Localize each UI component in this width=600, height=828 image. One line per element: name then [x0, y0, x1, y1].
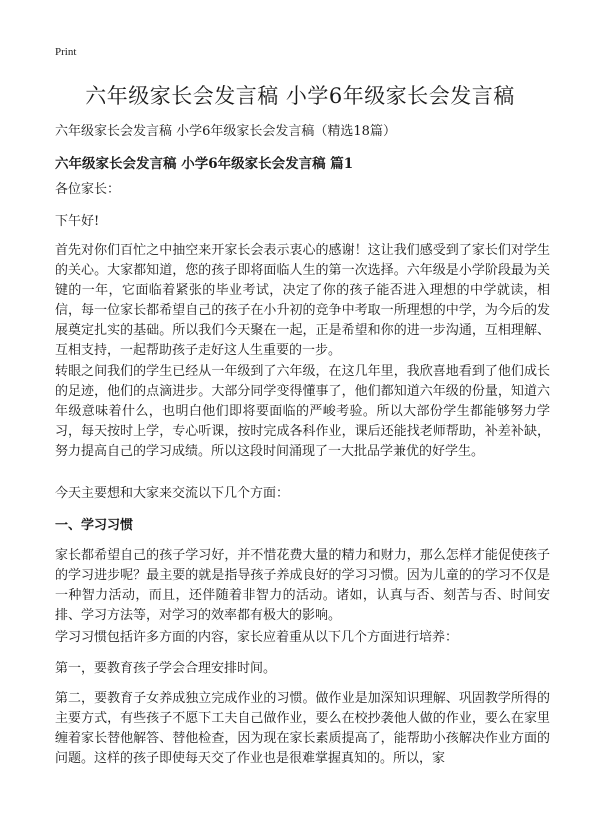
paragraph-2: 转眼之间我们的学生已经从一年级到了六年级，在这几年里，我欣喜地看到了他们成长的足迹，他们的点滴进步。大部分同学变得懂事了，他们都知道六年级的份量，知道六年级意味着什么，也明白他们即将要面临的严峻考验。所以大部份学生都能够努力学习，每天按时上学，专心听课，按时完成各科作业，课后还能找老师帮助，补差补缺，努力提高自己的学习成绩。所以这段时间涌现了一大批品学兼优的好学生。 [55, 364, 550, 459]
paragraph-6: 第一，要教育孩子学会合理安排时间。 [55, 661, 277, 676]
heading-habit: 一、学习习惯 [55, 518, 134, 533]
paragraph-4: 家长都希望自己的孩子学习好，并不惜花费大量的精力和财力，那么怎样才能促使孩子的学习进步呢？最主要的就是指导孩子养成良好的学习习惯。因为儿童的的学习不仅是一种智力活动，而且，还伴随着非智力的活动。诸如，认真与否、刻苦与否、时间安排、学习方法等，对学习的效率都有极大的影响。 [55, 548, 550, 623]
section-heading: 六年级家长会发言稿 小学6年级家长会发言稿 篇1 [55, 156, 354, 172]
print-label[interactable]: Print [55, 46, 77, 58]
greeting: 各位家长： [55, 182, 121, 197]
paragraph-3: 今天主要想和大家来交流以下几个方面： [55, 486, 290, 501]
document-subtitle: 六年级家长会发言稿 小学6年级家长会发言稿（精选18篇） [55, 124, 396, 139]
paragraph-5: 学习习惯包括许多方面的内容，家长应着重从以下几个方面进行培养： [55, 630, 459, 645]
greeting-2: 下午好! [55, 214, 100, 229]
page-title: 六年级家长会发言稿 小学6年级家长会发言稿 [85, 84, 515, 108]
paragraph-1: 首先对你们百忙之中抽空来开家长会表示衷心的感谢！这让我们感受到了家长们对学生的关心。大家都知道，您的孩子即将面临人生的第一次选择。六年级是小学阶段最为关键的一年，它面临着紧张的毕业考试，决定了你的孩子能否进入理想的中学就读，相信，每一位家长都希望自己的孩子在小升初的竞争中考取一所理想的中学，为今后的发展奠定扎实的基础。所以我们今天聚在一起，正是希望和你的进一步沟通，互相理解、互相支持，一起帮助孩子走好这人生重要的一步。 [55, 243, 550, 358]
paragraph-7: 第二，要教育子女养成独立完成作业的习惯。做作业是加深知识理解、巩固教学所得的主要方式，有些孩子不愿下工夫自己做作业，要么在校抄袭他人做的作业，要么在家里缠着家长替他解答、替他检查，因为现在家长素质提高了，能帮助小孩解决作业方面的问题。这样的孩子即使每天交了作业也是很难掌握真知的。所以，家 [55, 691, 550, 766]
